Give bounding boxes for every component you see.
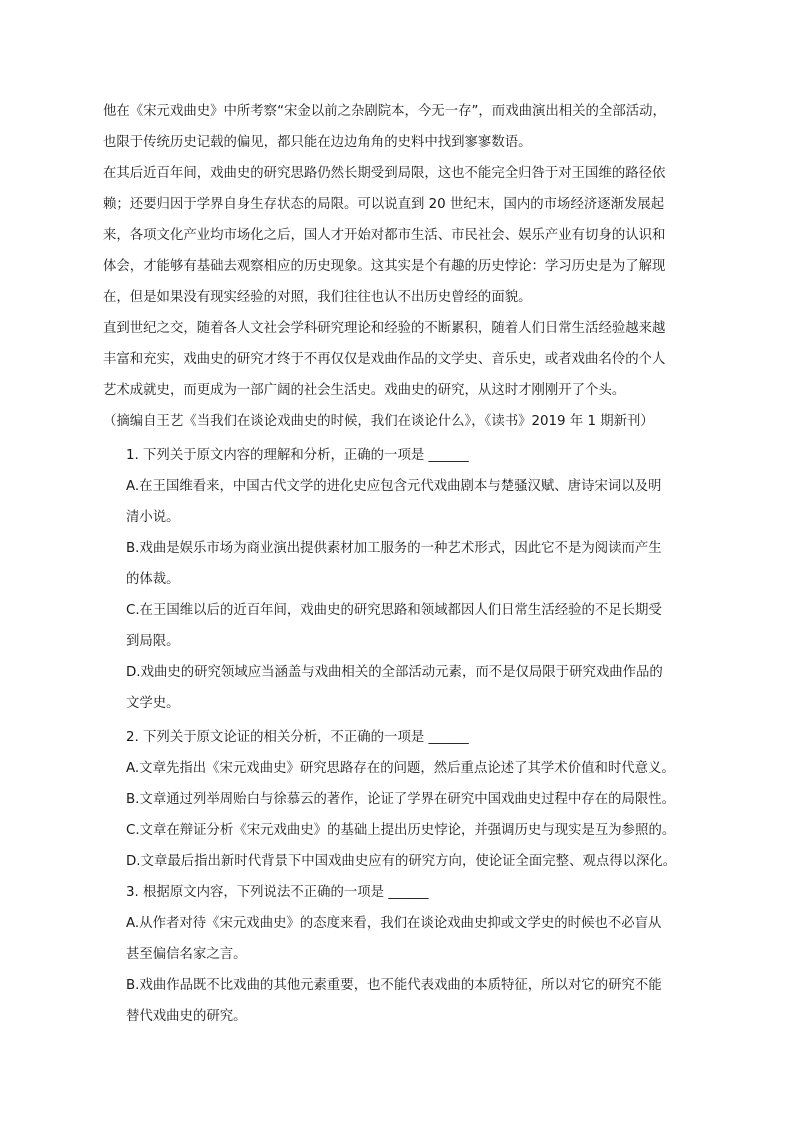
question-1-option-d-cont: 文学史。 — [126, 696, 180, 711]
passage-line: 他在《宋元戏曲史》中所考察“宋金以前之杂剧院本，今无一存”，而戏曲演出相关的全部活动， — [103, 104, 666, 119]
question-2-option-c: C.文章在辩证分析《宋元戏曲史》的基础上提出历史悖论，并强调历史与现实是互为参照的。 — [126, 823, 676, 838]
passage-line: 直到世纪之交，随着各人文社会学科研究理论和经验的不断累积，随着人们日常生活经验越来越 — [103, 321, 666, 336]
question-3-stem: 3. 根据原文内容，下列说法不正确的一项是 ______ — [126, 885, 429, 900]
question-1-option-a: A.在王国维看来，中国古代文学的进化史应包含元代戏曲剧本与楚骚汉赋、唐诗宋词以及明 — [126, 479, 662, 494]
question-1-option-c: C.在王国维以后的近百年间，戏曲史的研究思路和领域都因人们日常生活经验的不足长期受 — [126, 603, 662, 618]
passage-line: 艺术成就史，而更成为一部广阔的社会生活史。戏曲史的研究，从这时才刚刚开了个头。 — [103, 383, 626, 398]
question-3-option-b-cont: 替代戏曲史的研究。 — [126, 1009, 247, 1024]
question-2-option-d: D.文章最后指出新时代背景下中国戏曲史应有的研究方向，使论证全面完整、观点得以深化。 — [126, 854, 677, 869]
passage-line: 在其后近百年间，戏曲史的研究思路仍然长期受到局限，这也不能完全归咎于对王国维的路径依 — [103, 166, 666, 181]
question-3-option-a-cont: 甚至偏信名家之言。 — [126, 947, 247, 962]
passage-source: （摘编自王艺《当我们在谈论戏曲史的时候，我们在谈论什么》，《读书》2019 年 1 期新刊） — [103, 414, 654, 429]
passage-line: 体会，才能够有基础去观察相应的历史现象。这其实是个有趣的历史悖论：学习历史是为了解现 — [103, 259, 666, 274]
passage-line: 丰富和充实，戏曲史的研究才终于不再仅仅是戏曲作品的文学史、音乐史，或者戏曲名伶的个人 — [103, 352, 666, 367]
passage-line: 也限于传统历史记载的偏见，都只能在边边角角的史料中找到寥寥数语。 — [103, 135, 532, 150]
passage-line: 在，但是如果没有现实经验的对照，我们往往也认不出历史曾经的面貌。 — [103, 290, 532, 305]
passage-line: 来，各项文化产业均市场化之后，国人才开始对都市生活、市民社会、娱乐产业有切身的认识和 — [103, 228, 666, 243]
question-1-option-d: D.戏曲史的研究领域应当涵盖与戏曲相关的全部活动元素，而不是仅局限于研究戏曲作品的 — [126, 665, 663, 680]
question-2-option-b: B.文章通过列举周贻白与徐慕云的著作，论证了学界在研究中国戏曲史过程中存在的局限性。 — [126, 792, 676, 807]
question-2-option-a: A.文章先指出《宋元戏曲史》研究思路存在的问题，然后重点论述了其学术价值和时代意义。 — [126, 761, 675, 776]
question-1-option-b: B.戏曲是娱乐市场为商业演出提供素材加工服务的一种艺术形式，因此它不是为阅读而产生 — [126, 541, 662, 556]
question-2-stem: 2. 下列关于原文论证的相关分析，不正确的一项是 ______ — [126, 730, 469, 745]
question-1-option-a-cont: 清小说。 — [126, 510, 180, 525]
question-1-stem: 1. 下列关于原文内容的理解和分析，正确的一项是 ______ — [126, 448, 469, 463]
question-1-option-c-cont: 到局限。 — [126, 634, 180, 649]
question-3-option-a: A.从作者对待《宋元戏曲史》的态度来看，我们在谈论戏曲史抑或文学史的时候也不必盲从 — [126, 916, 662, 931]
passage-line: 赖；还要归因于学界自身生存状态的局限。可以说直到 20 世纪末，国内的市场经济逐渐发展起 — [103, 197, 665, 212]
question-3-option-b: B.戏曲作品既不比戏曲的其他元素重要，也不能代表戏曲的本质特征，所以对它的研究不能 — [126, 978, 662, 993]
question-1-option-b-cont: 的体裁。 — [126, 572, 180, 587]
